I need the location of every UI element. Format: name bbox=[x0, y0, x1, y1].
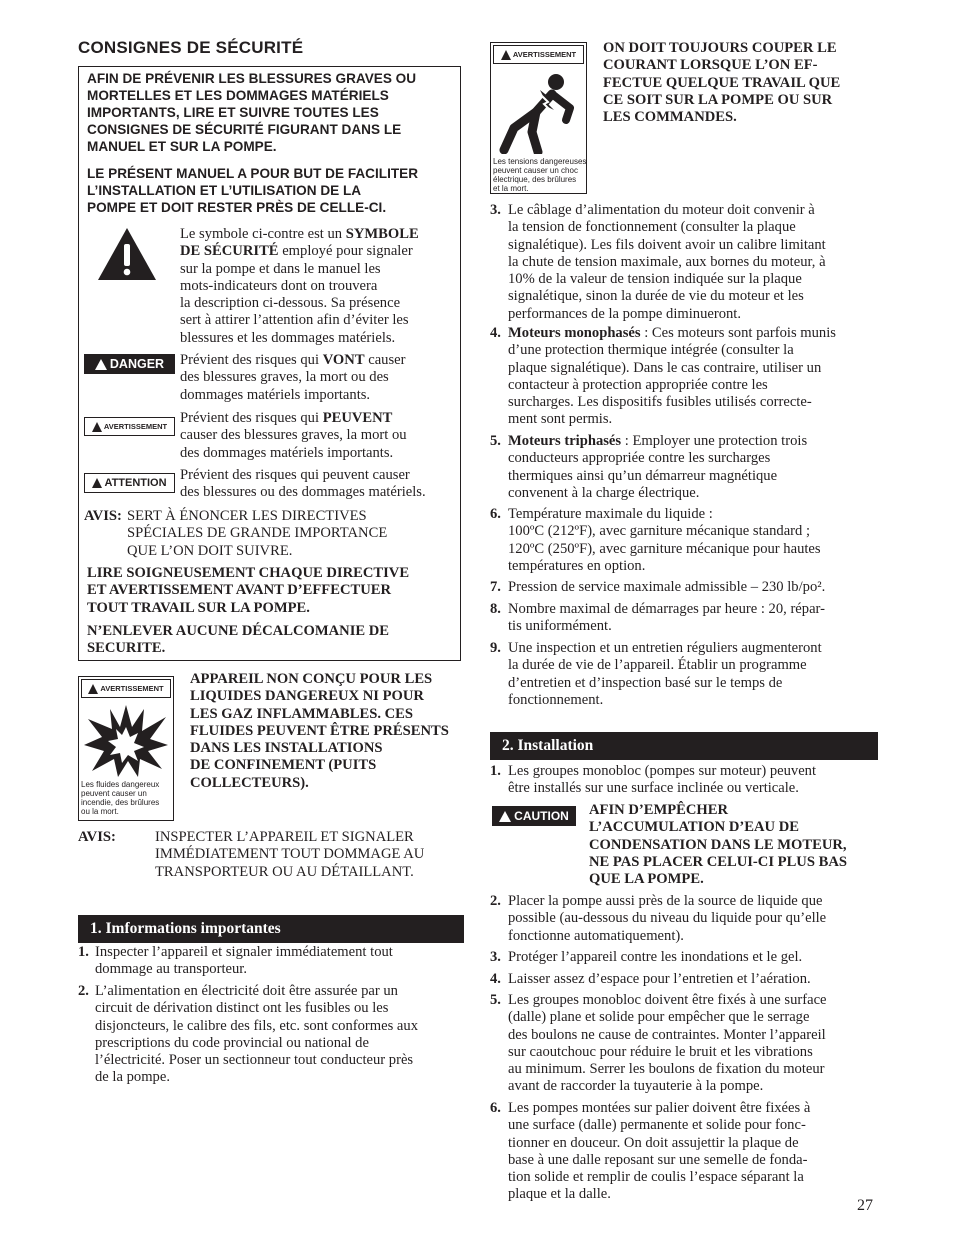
lire-directive: LIRE SOIGNEUSEMENT CHAQUE DIRECTIVE ET AVERTISSEMENT AVANT D’EFFECTUER TOUT TRAVAIL SUR LA POMPE. bbox=[87, 565, 410, 616]
fluid-warning-caption: Les fluides dangereux peuvent causer un incendie, des brûlures ou la mort. bbox=[81, 780, 160, 816]
section-heading: CONSIGNES DE SÉCURITÉ bbox=[78, 38, 304, 57]
electrical-warning-label: AVERTISSEMENT bbox=[493, 45, 584, 64]
electrical-warning-caption: Les tensions dangereuses peuvent causer un choc électrique, des brûlures et la mort. bbox=[493, 157, 587, 193]
section-1-heading: 1. Imformations importantes bbox=[78, 915, 464, 943]
danger-description: Prévient des risques qui VONT causer des blessures graves, la mort ou des dommages matériels importants. bbox=[180, 352, 406, 403]
safety-para-1: AFIN DE PRÉVENIR LES BLESSURES GRAVES OU MORTELLES ET LES DOMMAGES MATÉRIELS IMPORTANTS, LIRE ET SUIVRE TOUTES LES CONSIGNES DE SÉCURITÉ FIGURANT DANS LE MANUEL ET SUR LA POMPE. bbox=[87, 71, 417, 154]
electric-shock-icon bbox=[496, 68, 582, 154]
alert-icon bbox=[499, 811, 511, 822]
fluid-warning-label: AVERTISSEMENT bbox=[81, 679, 171, 698]
page-number: 27 bbox=[857, 1197, 873, 1214]
safety-alert-icon bbox=[96, 226, 158, 282]
nenlever-directive: N’ENLEVER AUCUNE DÉCALCOMANIE DE SECURITE. bbox=[87, 623, 390, 657]
danger-label: DANGER bbox=[84, 354, 175, 374]
alert-icon bbox=[501, 50, 511, 60]
alert-icon bbox=[95, 359, 107, 370]
alert-icon bbox=[92, 422, 102, 432]
explosion-icon bbox=[82, 703, 170, 779]
alert-icon bbox=[88, 684, 98, 694]
electrical-warning-text: ON DOIT TOUJOURS COUPER LE COURANT LORSQUE L’ON EF- FECTUE QUELQUE TRAVAIL QUE CE SOIT SUR LA POMPE OU SUR LES COMMANDES. bbox=[603, 40, 841, 126]
avis2-text: INSPECTER L’APPAREIL ET SIGNALER IMMÉDIATEMENT TOUT DOMMAGE AU TRANSPORTEUR OU AU DÉTAILLANT. bbox=[155, 829, 425, 880]
avis-text: SERT À ÉNONCER LES DIRECTIVES SPÉCIALES DE GRANDE IMPORTANCE QUE L’ON DOIT SUIVRE. bbox=[127, 508, 388, 559]
avertissement-description: Prévient des risques qui PEUVENT causer des blessures graves, la mort ou des dommages matériels importants. bbox=[180, 410, 407, 461]
safety-para-2: LE PRÉSENT MANUEL A POUR BUT DE FACILITER L’INSTALLATION ET L’UTILISATION DE LA POMPE ET DOIT RESTER PRÈS DE CELLE-CI. bbox=[87, 166, 419, 215]
caution-label: CAUTION bbox=[492, 806, 576, 826]
caution-text: AFIN D’EMPÊCHER L’ACCUMULATION D’EAU DE CONDENSATION DANS LE MOTEUR, NE PAS PLACER CELUI-CI PLUS BAS QUE LA POMPE. bbox=[589, 802, 847, 888]
avis-label: AVIS: bbox=[84, 508, 122, 524]
avertissement-label: AVERTISSEMENT bbox=[84, 417, 175, 436]
avis2-label: AVIS: bbox=[78, 829, 116, 845]
attention-description: Prévient des risques qui peuvent causer des blessures ou des dommages matériels. bbox=[180, 467, 426, 501]
fluid-warning-text: APPAREIL NON CONÇU POUR LES LIQUIDES DANGEREUX NI POUR LES GAZ INFLAMMABLES. CES FLUIDES PEUVENT ÊTRE PRÉSENTS DANS LES INSTALLATIONS DE CONFINEMENT (PUITS COLLECTEURS). bbox=[190, 671, 449, 791]
alert-icon bbox=[92, 478, 102, 488]
section-2-heading: 2. Installation bbox=[490, 732, 878, 760]
symbol-description: Le symbole ci-contre est un SYMBOLE DE SÉCURITÉ employé pour signaler sur la pompe et dans le manuel les mots-indicateurs dont on trouvera la description ci-dessous. Sa présence sert à attirer l’attention afin d’éviter les blessures et les dommages matériels. bbox=[180, 226, 419, 346]
attention-label: ATTENTION bbox=[84, 473, 175, 493]
